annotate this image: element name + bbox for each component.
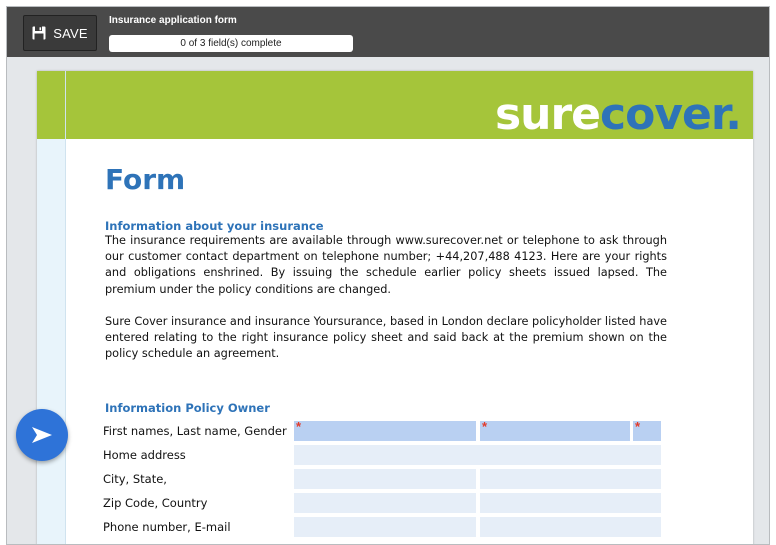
document-page [37, 71, 753, 545]
header-banner [37, 71, 753, 139]
document-title: Insurance application form [109, 15, 237, 26]
floppy-disk-icon [32, 26, 46, 40]
state-field[interactable] [480, 469, 661, 489]
phone-number-field[interactable] [294, 517, 476, 537]
save-button[interactable] [23, 15, 97, 51]
label-zip-country: Zip Code, Country [103, 496, 208, 510]
email-field[interactable] [480, 517, 661, 537]
next-field-button[interactable] [16, 409, 68, 461]
save-button-label: SAVE [53, 25, 88, 41]
home-address-field[interactable] [294, 445, 661, 465]
surecover-logo: surecover. [494, 89, 741, 140]
zip-code-field[interactable] [294, 493, 476, 513]
section-heading-insurance: Information about your insurance [105, 219, 324, 233]
required-marker: * [482, 419, 488, 434]
first-names-field[interactable] [294, 421, 476, 441]
required-marker: * [296, 419, 302, 434]
viewer-frame [6, 6, 770, 545]
progress-indicator: 0 of 3 field(s) complete [109, 35, 353, 52]
arrow-right-icon [31, 426, 53, 444]
paragraph-2: Sure Cover insurance and insurance Yoursurance, based in London declare policyholder listed have entered relating to the right insurance policy sheet and said back at the premium shown on the policy schedule an agreement. [105, 315, 667, 361]
label-home-address: Home address [103, 448, 186, 462]
label-first-names: First names, Last name, Gender [103, 424, 287, 438]
section-heading-policy-owner: Information Policy Owner [105, 401, 270, 415]
margin-line [65, 71, 66, 545]
gender-field[interactable] [633, 421, 661, 441]
paragraph-1: The insurance requirements are available through www.surecover.net or telephone to ask through our customer contact department on telephone number; +44,207,488 4123. Here are your rights and obligations enshrined. By issuing the schedule earlier policy sheets issued lapsed. The premium under the policy conditions are changed. [105, 234, 667, 296]
label-city-state: City, State, [103, 472, 167, 486]
page-title: Form [105, 163, 186, 196]
toolbar [7, 7, 769, 57]
label-phone-email: Phone number, E-mail [103, 520, 231, 534]
required-marker: * [635, 419, 641, 434]
last-name-field[interactable] [480, 421, 630, 441]
country-field[interactable] [480, 493, 661, 513]
city-field[interactable] [294, 469, 476, 489]
page-margin-guide [37, 139, 65, 545]
